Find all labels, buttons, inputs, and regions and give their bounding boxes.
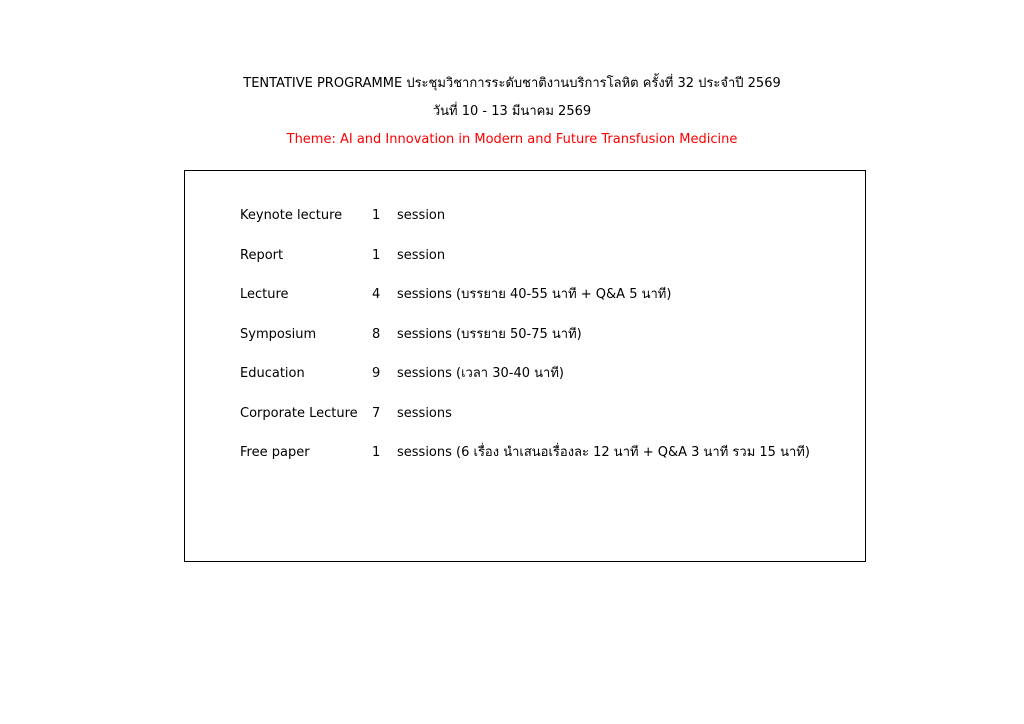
session-detail: session	[397, 208, 446, 223]
session-type: Education	[240, 366, 305, 381]
session-type: Corporate Lecture	[240, 405, 358, 421]
session-count: 9	[372, 366, 381, 381]
session-type: Symposium	[240, 326, 317, 342]
session-detail: sessions (เวลา 30-40 นาที)	[397, 366, 564, 381]
session-row-corporate-lecture	[240, 405, 860, 445]
session-count: 8	[372, 326, 381, 342]
session-row-report	[240, 247, 860, 287]
session-list	[240, 207, 860, 484]
session-count: 1	[372, 208, 381, 223]
session-detail: sessions (บรรยาย 40-55 นาที + Q&A 5 นาที)	[397, 287, 672, 302]
session-detail: sessions (บรรยาย 50-75 นาที)	[397, 326, 582, 342]
event-theme: Theme: AI and Innovation in Modern and Future Transfusion Medicine	[286, 132, 738, 147]
session-row-free-paper	[240, 444, 860, 484]
session-type: Keynote lecture	[240, 208, 343, 223]
session-row-symposium	[240, 326, 860, 366]
session-count: 4	[372, 287, 381, 302]
session-detail: sessions (6 เรื่อง นำเสนอเรื่องละ 12 นาที + Q&A 3 นาที รวม 15 นาที)	[397, 445, 810, 460]
event-dates: วันที่ 10 - 13 มีนาคม 2569	[432, 104, 592, 119]
session-type: Report	[240, 247, 284, 263]
session-count: 1	[372, 247, 381, 263]
session-count: 7	[372, 405, 381, 421]
session-type: Lecture	[240, 287, 289, 302]
session-row-lecture	[240, 286, 860, 326]
programme-title: TENTATIVE PROGRAMME ประชุมวิชาการระดับชาติงานบริการโลหิต ครั้งที่ 32 ประจำปี 2569	[243, 76, 781, 91]
session-row-keynote	[240, 207, 860, 247]
session-detail: session	[397, 247, 446, 263]
page-header	[0, 76, 1024, 160]
session-count: 1	[372, 445, 381, 460]
session-row-education	[240, 365, 860, 405]
session-detail: sessions	[397, 405, 452, 421]
session-type: Free paper	[240, 445, 310, 460]
session-summary-box	[184, 170, 866, 562]
